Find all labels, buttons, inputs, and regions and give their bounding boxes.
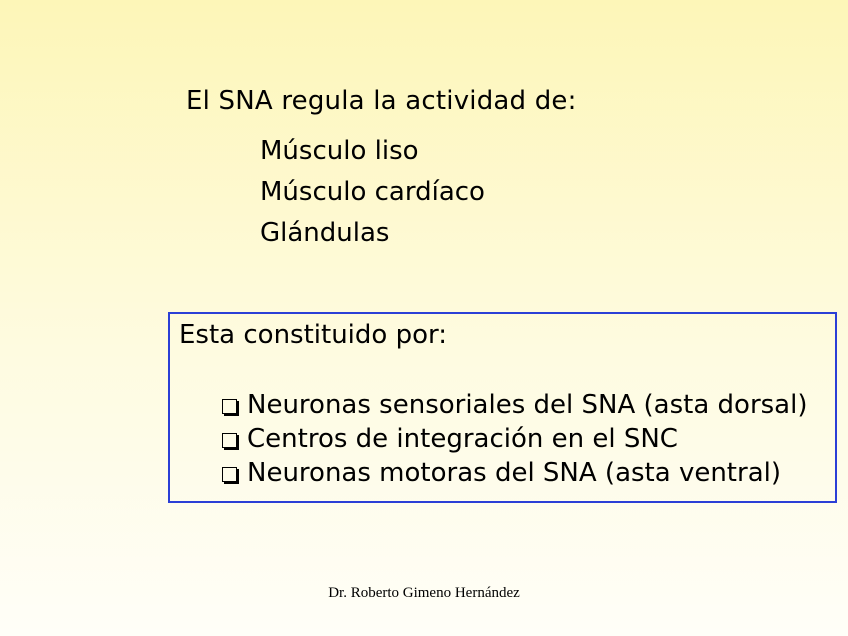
list-item [222,388,807,422]
intro-heading: El SNA regula la actividad de: [186,86,577,116]
box-title: Esta constituido por: [179,320,447,350]
list-item: Glándulas [260,218,390,248]
list-item [222,422,807,456]
organ-list [260,134,485,257]
checkbox-icon [222,399,237,414]
checkbox-icon [222,433,237,448]
checkbox-icon [222,467,237,482]
list-item-label: Neuronas motoras del SNA (asta ventral) [247,458,781,488]
components-list [222,388,807,490]
list-item: Músculo liso [260,136,419,166]
list-item: Músculo cardíaco [260,177,485,207]
list-item-label: Centros de integración en el SNC [247,424,678,454]
list-item-label: Neuronas sensoriales del SNA (asta dorsal) [247,390,808,420]
list-item [222,456,807,490]
footer-author: Dr. Roberto Gimeno Hernández [328,585,520,601]
components-box [168,312,837,503]
